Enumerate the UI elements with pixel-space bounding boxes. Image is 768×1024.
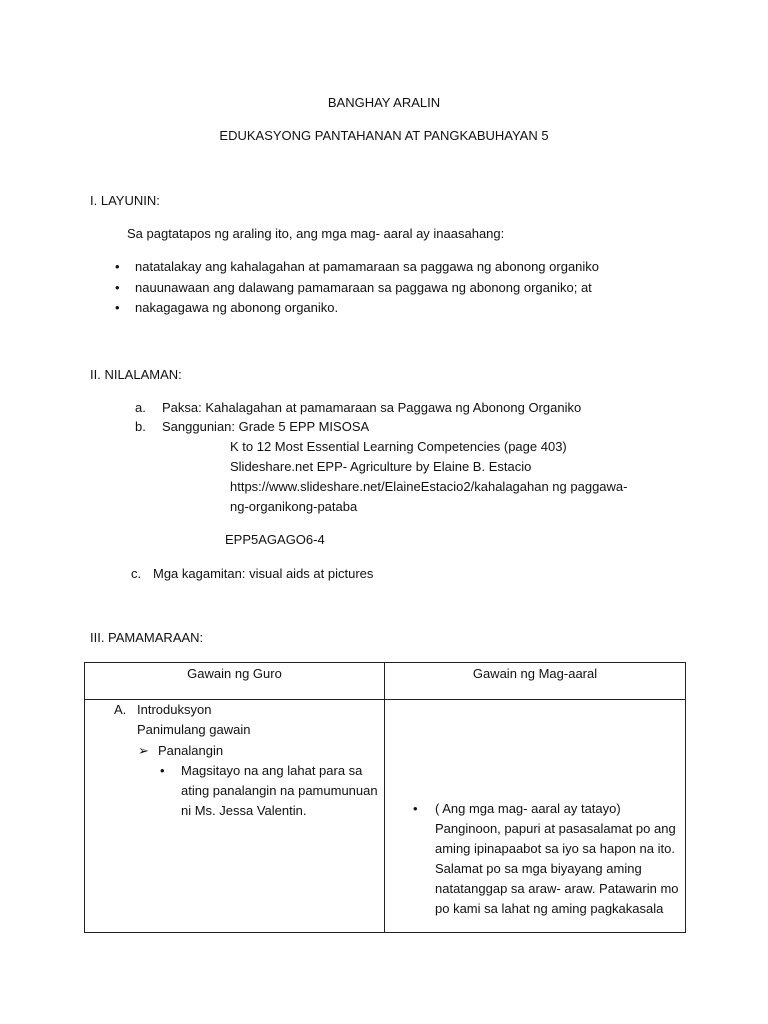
cell-magaaral	[385, 700, 686, 933]
magaaral-response-line: Salamat po sa mga biyayang aming	[435, 861, 642, 876]
reference-line: https://www.slideshare.net/ElaineEstacio2/kahalagahan ng paggawa-	[230, 479, 628, 494]
list-marker: b.	[135, 419, 146, 434]
bullet-icon: •	[115, 259, 120, 274]
magaaral-response-line: ( Ang mga mag- aaral ay tatayo)	[435, 801, 621, 816]
section-marker: A.	[114, 702, 127, 717]
list-item-text: nakagagawa ng abonong organiko.	[135, 300, 339, 315]
magaaral-response-line: natatanggap sa araw- araw. Patawarin mo	[435, 881, 679, 896]
competency-code: EPP5AGAGO6-4	[225, 532, 325, 547]
table-header-row	[85, 663, 686, 700]
procedure-table	[84, 662, 686, 933]
list-item-text: Sanggunian: Grade 5 EPP MISOSA	[162, 419, 370, 434]
magaaral-response-line: Panginoon, papuri at pasasalamat po ang	[435, 821, 676, 836]
list-item-text: Paksa: Kahalagahan at pamamaraan sa Paggawa ng Abonong Organiko	[162, 400, 582, 415]
document-subtitle: EDUKASYONG PANTAHANAN AT PANGKABUHAYAN 5	[219, 128, 549, 143]
nilalaman-item-b	[135, 418, 369, 436]
layunin-intro: Sa pagtatapos ng araling ito, ang mga mag- aaral ay inaasahang:	[127, 226, 505, 241]
list-marker: a.	[135, 400, 146, 415]
nilalaman-item-c	[131, 565, 373, 583]
bullet-icon: •	[115, 300, 120, 315]
list-item	[115, 299, 599, 320]
guro-instruction-line: ating panalangin na pamumunuan	[181, 783, 378, 798]
list-item-text: Mga kagamitan: visual aids at pictures	[153, 566, 374, 581]
column-header-guro: Gawain ng Guro	[85, 663, 385, 700]
reference-line: ng-organikong-pataba	[230, 499, 358, 514]
section-layunin-heading: I. LAYUNIN:	[90, 193, 160, 208]
bullet-icon: •	[115, 279, 120, 295]
list-item-text: natatalakay ang kahalagahan at pamamaraan sa paggawa ng abonong organiko	[135, 259, 600, 274]
list-marker: c.	[131, 566, 142, 581]
list-item	[115, 279, 599, 300]
magaaral-response-line: po kami sa lahat ng aming pagkakasala	[435, 901, 664, 916]
panimulang-gawain-label: Panimulang gawain	[137, 722, 251, 737]
column-header-magaaral: Gawain ng Mag-aaral	[385, 663, 686, 700]
panalangin-label: Panalangin	[158, 743, 224, 758]
reference-line: Slideshare.net EPP- Agriculture by Elaine B. Estacio	[230, 459, 532, 474]
cell-guro	[85, 700, 385, 933]
list-item	[115, 258, 599, 279]
introduksyon-label: Introduksyon	[137, 702, 212, 717]
document-title: BANGHAY ARALIN	[327, 95, 441, 110]
reference-line: K to 12 Most Essential Learning Competencies (page 403)	[230, 439, 567, 454]
list-item-text: nauunawaan ang dalawang pamamaraan sa paggawa ng abonong organiko; at	[135, 279, 592, 295]
guro-instruction-line: ni Ms. Jessa Valentin.	[181, 803, 307, 818]
layunin-list	[115, 258, 599, 320]
guro-instruction-line: Magsitayo na ang lahat para sa	[181, 763, 363, 778]
table-row	[85, 700, 686, 933]
bullet-icon: •	[160, 763, 165, 778]
bullet-icon: •	[413, 801, 418, 816]
arrow-bullet-icon: ➢	[138, 743, 149, 758]
nilalaman-item-a	[135, 399, 581, 417]
magaaral-response-line: aming ipinapaabot sa iyo sa hapon na ito.	[435, 841, 675, 856]
section-pamamaraan-heading: III. PAMAMARAAN:	[90, 630, 204, 645]
section-nilalaman-heading: II. NILALAMAN:	[90, 367, 182, 382]
